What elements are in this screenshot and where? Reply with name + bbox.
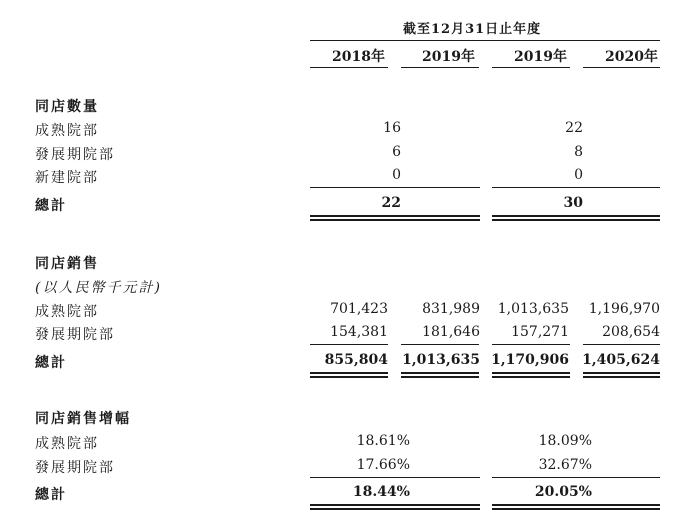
total-value: 18.44%: [352, 484, 410, 500]
col-header-2018: 2018年: [332, 49, 385, 65]
period-underline: [310, 40, 660, 41]
total-double-line: [583, 376, 660, 378]
total-double-line: [310, 508, 480, 510]
cell-value: 157,271: [511, 324, 569, 340]
cell-value: 6: [392, 144, 401, 160]
section-title-store-count: 同店數量: [35, 99, 99, 115]
cell-value: 18.61%: [356, 433, 410, 449]
subtotal-line: [310, 344, 388, 345]
section-title-store-sales: 同店銷售: [35, 256, 99, 272]
subtotal-line: [583, 344, 660, 345]
cell-value: 0: [392, 167, 401, 183]
col-header-2019b: 2019年: [514, 49, 567, 65]
unit-note: (以人民幣千元計): [35, 280, 162, 296]
total-double-line: [492, 376, 570, 378]
cell-value: 22: [565, 120, 583, 136]
total-double-line: [583, 372, 660, 374]
subtotal-line: [401, 344, 479, 345]
cell-value: 18.09%: [538, 433, 592, 449]
total-double-line: [492, 215, 660, 217]
total-double-line: [492, 372, 570, 374]
cell-value: 154,381: [330, 324, 388, 340]
col-header-2019a: 2019年: [422, 49, 475, 65]
period-header: 截至12月31日止年度: [403, 22, 542, 37]
cell-value: 1,013,635: [497, 301, 569, 317]
total-double-line: [492, 219, 660, 221]
total-value: 30: [563, 195, 583, 211]
cell-value: 32.67%: [538, 457, 592, 473]
col-underline-2019a: [401, 67, 479, 68]
cell-value: 181,646: [422, 324, 480, 340]
total-double-line: [310, 215, 480, 217]
col-underline-2018: [310, 67, 388, 68]
cell-value: 8: [574, 144, 583, 160]
row-label: 發展期院部: [35, 460, 115, 476]
col-underline-2020: [583, 67, 660, 68]
total-double-line: [492, 504, 660, 506]
cell-value: 0: [574, 167, 583, 183]
total-double-line: [401, 372, 479, 374]
row-label: 發展期院部: [35, 147, 115, 163]
total-value: 855,804: [324, 352, 388, 368]
cell-value: 208,654: [602, 324, 660, 340]
row-label: 成熟院部: [35, 436, 99, 452]
total-value: 22: [381, 195, 401, 211]
total-double-line: [401, 376, 479, 378]
total-value: 1,013,635: [402, 352, 480, 368]
cell-value: 16: [383, 120, 401, 136]
total-double-line: [310, 372, 388, 374]
subtotal-line: [492, 187, 660, 188]
cell-value: 701,423: [330, 301, 388, 317]
cell-value: 831,989: [422, 301, 480, 317]
section-title-sales-growth: 同店銷售增幅: [35, 411, 131, 427]
cell-value: 1,196,970: [588, 301, 660, 317]
subtotal-line: [492, 477, 660, 478]
total-double-line: [492, 508, 660, 510]
subtotal-line: [310, 187, 480, 188]
total-value: 1,405,624: [582, 352, 660, 368]
subtotal-line: [310, 477, 480, 478]
total-value: 1,170,906: [491, 352, 569, 368]
total-double-line: [310, 504, 480, 506]
cell-value: 17.66%: [356, 457, 410, 473]
col-header-2020: 2020年: [605, 49, 658, 65]
row-label: 發展期院部: [35, 327, 115, 343]
row-label: 新建院部: [35, 170, 99, 186]
row-label: 成熟院部: [35, 304, 99, 320]
total-value: 20.05%: [534, 484, 592, 500]
total-label: 總計: [35, 487, 67, 503]
subtotal-line: [492, 344, 570, 345]
row-label: 成熟院部: [35, 123, 99, 139]
total-double-line: [310, 376, 388, 378]
total-label: 總計: [35, 198, 67, 214]
col-underline-2019b: [492, 67, 570, 68]
total-label: 總計: [35, 355, 67, 371]
total-double-line: [310, 219, 480, 221]
